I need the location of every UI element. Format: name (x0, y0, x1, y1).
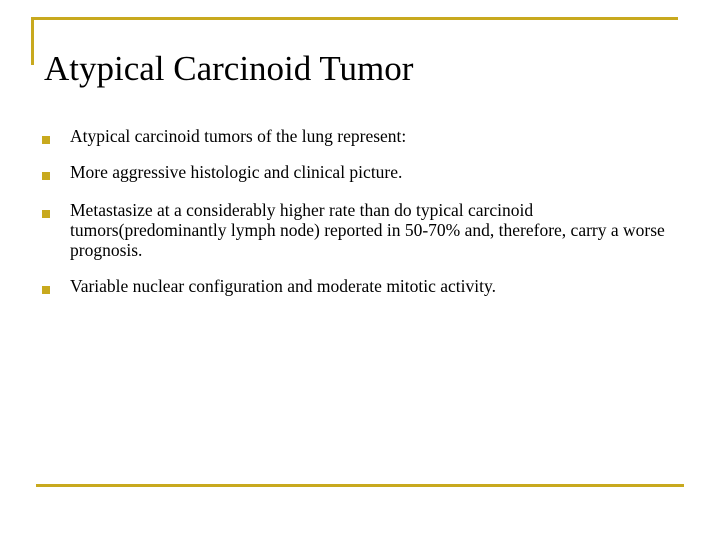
bullet-text: Variable nuclear configuration and moderate mitotic activity. (70, 276, 496, 296)
frame-top-line (31, 17, 678, 20)
square-bullet-icon (42, 210, 50, 218)
frame-bottom-line (36, 484, 684, 487)
bullet-text: Atypical carcinoid tumors of the lung represent: (70, 126, 407, 146)
bullet-item (40, 126, 680, 146)
bullet-item (40, 162, 680, 182)
slide-title: Atypical Carcinoid Tumor (44, 49, 414, 88)
square-bullet-icon (42, 286, 50, 294)
bullet-text: Metastasize at a considerably higher rate than do typical carcinoid tumors(predominantly lymph node) reported in 50-70% and, therefore, carry a worse prognosis. (70, 200, 665, 260)
square-bullet-icon (42, 172, 50, 180)
frame-left-line (31, 17, 34, 65)
bullet-list (40, 126, 680, 312)
bullet-text: More aggressive histologic and clinical picture. (70, 162, 403, 182)
square-bullet-icon (42, 136, 50, 144)
bullet-item (40, 200, 680, 260)
bullet-item (40, 276, 680, 296)
